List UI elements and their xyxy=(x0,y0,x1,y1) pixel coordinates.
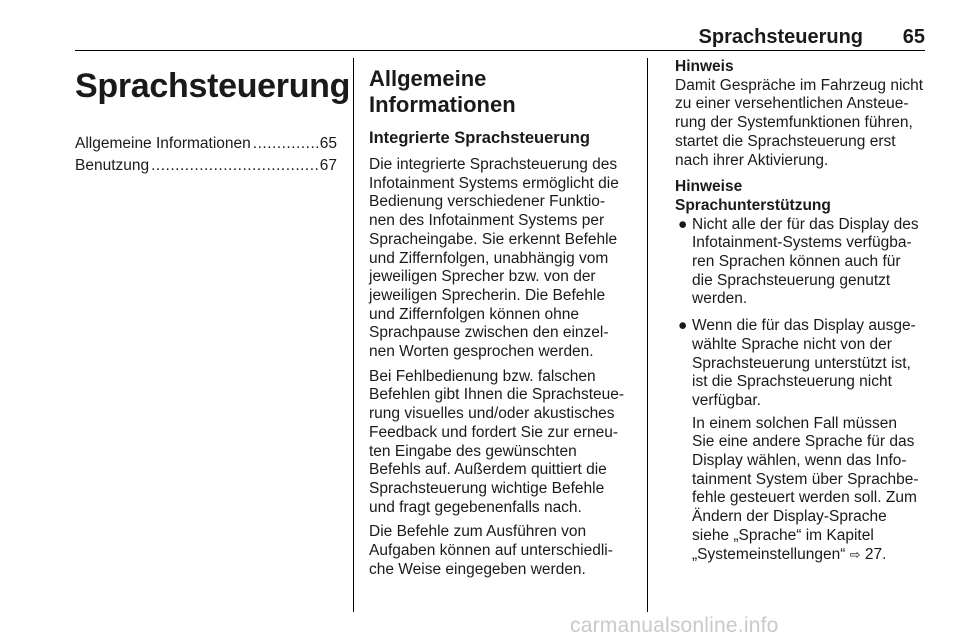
text-line: tainment System über Sprachbe- xyxy=(692,470,919,488)
cross-reference-text: „Systemeinstellungen“ xyxy=(692,545,846,563)
text-line: Befehls auf. Außerdem quittiert die xyxy=(369,461,607,479)
toc-entry-label: Benutzung xyxy=(75,157,150,174)
header-rule xyxy=(75,50,925,51)
text-line: und fragt gegebenenfalls nach. xyxy=(369,498,582,516)
text-line: Sie eine andere Sprache für das xyxy=(692,433,915,451)
note-title: Hinweis xyxy=(675,58,734,75)
text-line: Spracheingabe. Sie erkennt Befehle xyxy=(369,230,618,248)
toc-entry[interactable] xyxy=(75,156,337,176)
text-line: Nicht alle der für das Display des xyxy=(692,215,919,233)
text-line: Ändern der Display-Sprache xyxy=(692,508,887,526)
cross-reference[interactable] xyxy=(692,546,927,565)
text-line: und Ziffernfolgen, unabhängig vom xyxy=(369,249,609,267)
header-title: Sprachsteuerung xyxy=(698,26,863,48)
hints-title: Hinweise xyxy=(675,178,743,196)
bullet-text xyxy=(692,317,927,411)
text-line: nach ihrer Aktivierung. xyxy=(675,151,829,169)
text-line: jeweiligen Sprecher bzw. von der xyxy=(369,268,596,286)
text-line: ist die Sprachsteuerung nicht xyxy=(692,373,892,391)
cross-reference-page: 27. xyxy=(864,545,887,563)
page-reference-arrow-icon: ⇨ xyxy=(849,546,861,562)
toc-entry[interactable] xyxy=(75,134,337,154)
text-line: wählte Sprache nicht von der xyxy=(692,335,892,353)
column-divider xyxy=(353,58,354,612)
watermark-text: carmanualsonline.info xyxy=(570,614,779,637)
text-line: Sprachsteuerung wichtige Befehle xyxy=(369,479,605,497)
toc-leader-dots xyxy=(253,134,318,154)
main-column xyxy=(369,58,631,585)
note-text xyxy=(675,77,927,171)
text-line: Damit Gespräche im Fahrzeug nicht xyxy=(675,76,924,94)
text-line: verfügbar. xyxy=(692,391,761,409)
text-line: Befehlen gibt Ihnen die Sprachsteue- xyxy=(369,386,625,404)
bullet-item xyxy=(675,216,927,310)
section-heading: Allgemeine Informationen xyxy=(369,66,516,117)
text-line: startet die Sprachsteuerung erst xyxy=(675,132,896,150)
bullet-continuation xyxy=(675,415,927,565)
notes-column xyxy=(675,58,927,564)
text-line: nen des Infotainment Systems per xyxy=(369,212,605,230)
hints-subtitle: Sprachunterstützung xyxy=(675,196,831,214)
text-line: Infotainment Systems ermöglicht die xyxy=(369,174,619,192)
subsection-heading: Integrierte Sprachsteuerung xyxy=(369,129,590,147)
chapter-title: Sprachsteuerung xyxy=(75,67,351,105)
text-line: Bedienung verschiedener Funktio- xyxy=(369,193,606,211)
body-paragraph xyxy=(369,523,631,579)
bullet-item xyxy=(675,317,927,411)
text-line: Die Befehle zum Ausführen von xyxy=(369,523,587,541)
bullet-icon: ● xyxy=(678,317,688,335)
text-line: siehe „Sprache“ im Kapitel xyxy=(692,526,874,544)
text-line: Feedback und fordert Sie zur erneu- xyxy=(369,423,618,441)
text-line: fehle gesteuert werden soll. Zum xyxy=(692,489,917,507)
text-line: Bei Fehlbedienung bzw. falschen xyxy=(369,367,596,385)
column-divider xyxy=(647,58,648,612)
text-line: Infotainment-Systems verfügba- xyxy=(692,234,912,252)
text-line: Sprachsteuerung unterstützt ist, xyxy=(692,354,911,372)
text-line: rung visuelles und/oder akustisches xyxy=(369,405,615,423)
text-line: ten Eingabe des gewünschten xyxy=(369,442,577,460)
text-line: nen Worten gesprochen werden. xyxy=(369,343,594,361)
text-line: In einem solchen Fall müssen xyxy=(692,414,898,432)
toc-leader-dots xyxy=(151,156,318,176)
text-line: ren Sprachen können auch für xyxy=(692,253,901,271)
text-line: die Sprachsteuerung genutzt xyxy=(692,271,891,289)
text-line: Aufgaben können auf unterschiedli- xyxy=(369,542,613,560)
bullet-continuation-text xyxy=(692,415,927,546)
body-paragraph xyxy=(369,156,631,362)
text-line: und Ziffernfolgen können ohne xyxy=(369,305,579,323)
text-line: Display wählen, wenn das Info- xyxy=(692,452,907,470)
toc-entry-label: Allgemeine Informationen xyxy=(75,135,251,152)
bullet-text xyxy=(692,216,927,310)
text-line: werden. xyxy=(692,290,748,308)
text-line: che Weise eingegeben werden. xyxy=(369,560,586,578)
text-line: Sprachpause zwischen den einzel- xyxy=(369,324,609,342)
text-line: Die integrierte Sprachsteuerung des xyxy=(369,156,618,173)
text-line: Wenn die für das Display ausge- xyxy=(692,317,916,335)
toc-entry-page: 67 xyxy=(319,157,337,174)
body-paragraph xyxy=(369,368,631,518)
toc-entry-page: 65 xyxy=(319,135,337,152)
page-header xyxy=(75,26,925,50)
header-page-number: 65 xyxy=(902,26,925,48)
text-line: rung der Systemfunktionen führen, xyxy=(675,114,913,132)
bullet-icon: ● xyxy=(678,215,688,233)
toc-column xyxy=(75,58,351,178)
text-line: zu einer versehentlichen Ansteue- xyxy=(675,95,909,113)
text-line: jeweiligen Sprecherin. Die Befehle xyxy=(369,286,606,304)
